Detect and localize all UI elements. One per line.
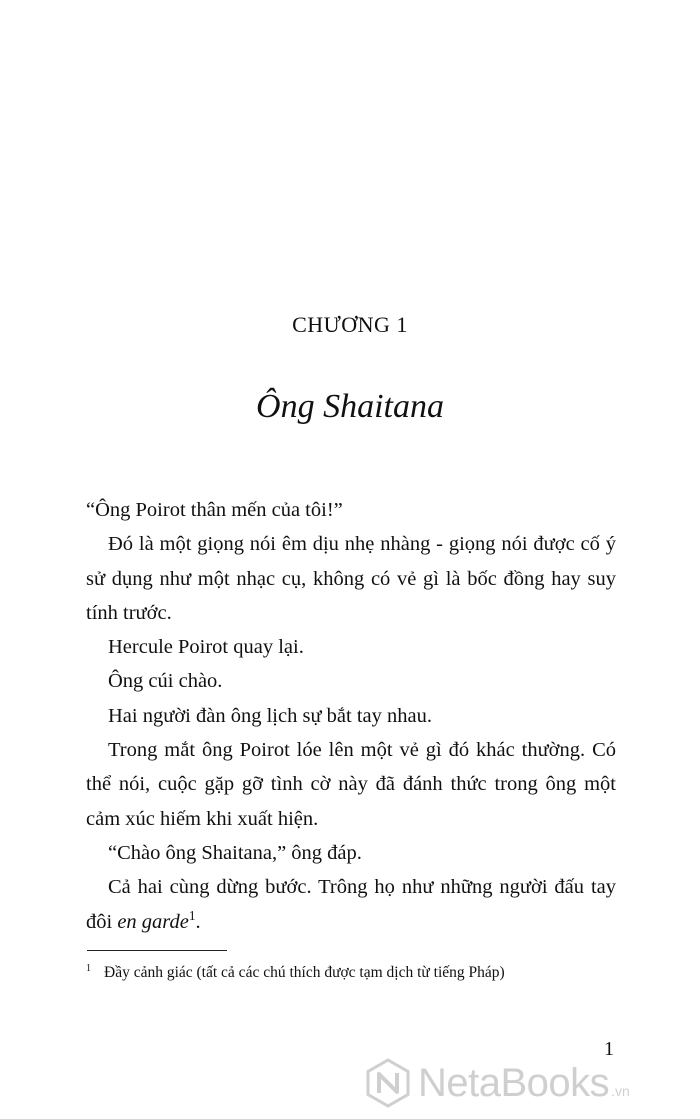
paragraph-8-lead: Cả hai cùng dừng bước. Trông họ như những người đấu tay đôi (86, 876, 616, 933)
page-number: 1 (604, 1038, 614, 1060)
footnote-text: Đầy cảnh giác (tất cả các chú thích được tạm dịch từ tiếng Pháp) (104, 964, 505, 981)
body-text (86, 493, 616, 939)
paragraph-3: Hercule Poirot quay lại. (108, 636, 304, 659)
paragraph-1: “Ông Poirot thân mến của tôi!” (86, 499, 343, 521)
paragraph-6: Trong mắt ông Poirot lóe lên một vẻ gì đó khác thường. Có thể nói, cuộc gặp gỡ tình cờ này đã đánh thức trong ông một cảm xúc hiếm khi xuất hiện. (86, 739, 616, 830)
paragraph-5: Hai người đàn ông lịch sự bắt tay nhau. (108, 704, 432, 727)
paragraph-8-end: . (195, 910, 201, 933)
chapter-label: CHƯƠNG 1 (292, 312, 408, 337)
footnote-divider (87, 950, 227, 951)
footnote-ref: 1 (188, 907, 196, 923)
paragraph-8 (86, 870, 616, 939)
footnote: $^1$ Đầy cảnh giác (tất cả các chú thích được tạm dịch từ tiếng Pháp) (86, 962, 505, 981)
watermark (362, 1058, 630, 1108)
watermark-suffix: .vn (611, 1083, 630, 1099)
paragraph-4: Ông cúi chào. (108, 670, 223, 693)
netabooks-logo-icon (362, 1057, 414, 1109)
watermark-text: NetaBooks (418, 1060, 610, 1105)
chapter-title: Ông Shaitana (256, 388, 444, 425)
italic-phrase: en garde (117, 910, 189, 933)
paragraph-2: Đó là một giọng nói êm dịu nhẹ nhàng - giọng nói được cố ý sử dụng như một nhạc cụ, không có vẻ gì là bốc đồng hay suy tính trước. (86, 533, 616, 624)
paragraph-7: “Chào ông Shaitana,” ông đáp. (108, 841, 362, 864)
